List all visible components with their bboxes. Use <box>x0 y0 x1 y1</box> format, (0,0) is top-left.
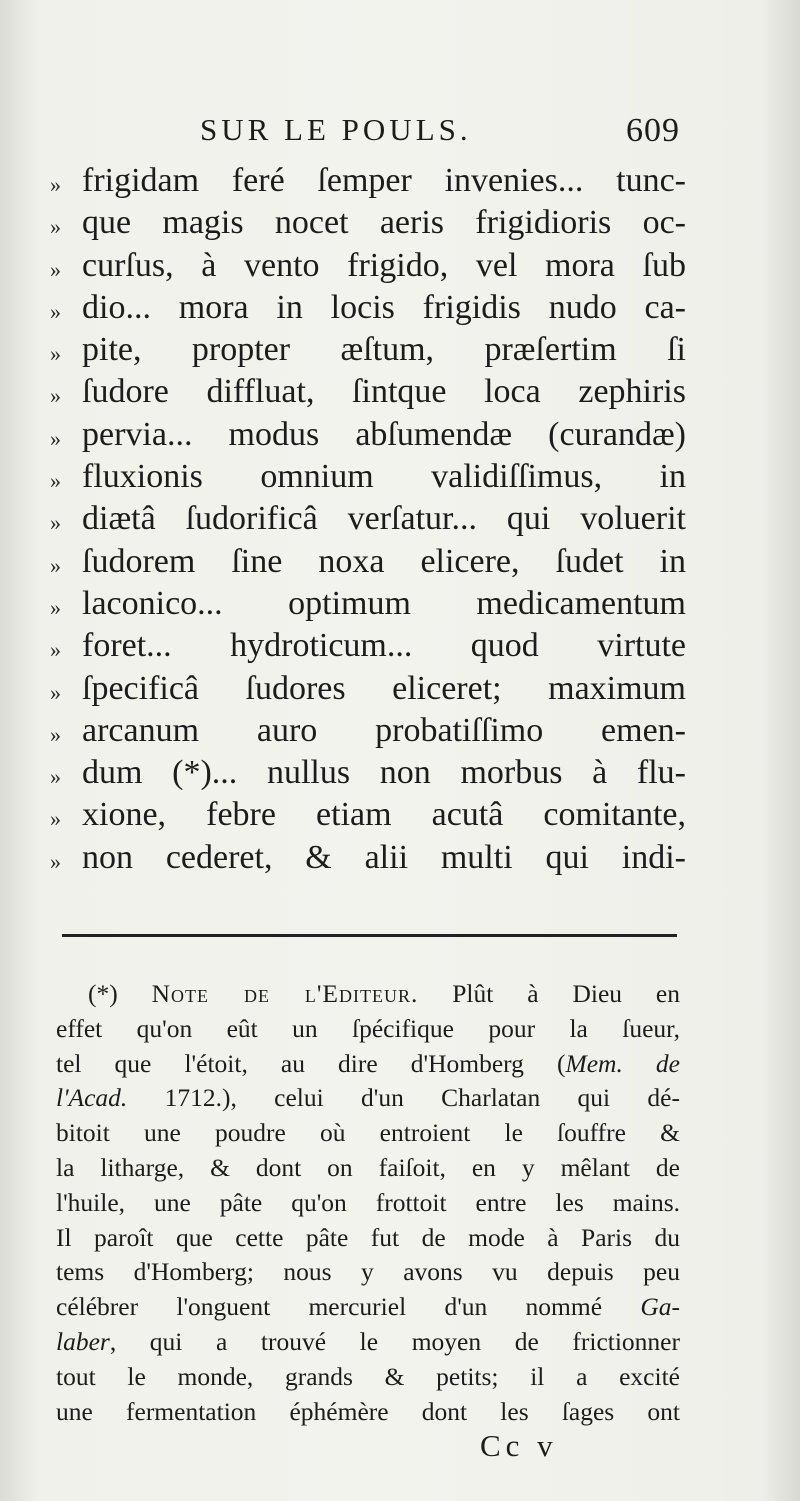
footnote-name: laber <box>56 1326 110 1356</box>
footnote-rule <box>62 934 677 937</box>
footnote-citation: l'Acad. <box>56 1083 128 1113</box>
quote-mark: » <box>50 468 61 494</box>
footnote-line: tout le monde, grands & petits; il a excité <box>56 1361 680 1391</box>
footnote-name: Ga- <box>640 1292 680 1322</box>
footnote-citation: Mem. de <box>565 1048 680 1078</box>
text-line <box>50 583 686 625</box>
line-text: xione, febre etiam acutâ comitante, <box>82 796 686 834</box>
text-line <box>50 414 686 456</box>
line-text: diætâ ſudorificâ verſatur... qui voluerit <box>82 500 686 538</box>
text-line <box>50 837 686 879</box>
footnote-line <box>56 1046 680 1081</box>
page-number: 609 <box>626 112 680 149</box>
text-line <box>50 498 686 540</box>
text-line <box>50 456 686 498</box>
text-line <box>50 625 686 667</box>
footnote-line <box>56 976 680 1011</box>
quote-mark: » <box>50 806 61 832</box>
running-head: SUR LE POULS. <box>200 112 472 147</box>
quote-mark: » <box>50 721 61 747</box>
line-text: que magis nocet aeris frigidioris oc- <box>82 204 686 242</box>
line-text: ſudorem ſine noxa elicere, ſudet in <box>82 542 686 580</box>
footnote-text: tel que l'étoit, au dire d'Homberg ( <box>56 1048 566 1078</box>
footnote-line <box>56 1289 680 1324</box>
quote-mark: » <box>50 425 61 451</box>
footnote-line: la litharge, & dont on faiſoit, en y mêlant de <box>56 1152 680 1182</box>
quote-mark: » <box>50 341 61 367</box>
text-line <box>50 245 686 287</box>
text-line <box>50 752 686 794</box>
line-text: pervia... modus abſumendæ (curandæ) <box>82 415 686 453</box>
line-text: arcanum auro probatiſſimo emen- <box>82 711 686 749</box>
quote-mark: » <box>50 552 61 578</box>
footnote-line: tems d'Homberg; nous y avons vu depuis peu <box>56 1257 680 1287</box>
footnote-line: l'huile, une pâte qu'on frottoit entre les mains. <box>56 1187 680 1217</box>
line-text: dum (*)... nullus non morbus à flu- <box>82 754 686 792</box>
footnote-text: Plût à Dieu en <box>418 979 680 1008</box>
signature-mark: Cc v <box>480 1428 558 1463</box>
footnote <box>56 976 680 1428</box>
quote-mark: » <box>50 172 61 197</box>
footnote-line <box>56 1080 680 1115</box>
line-text: dio... mora in locis frigidis nudo ca- <box>82 288 686 326</box>
text-line <box>50 710 686 752</box>
footnote-marker: (*) <box>88 979 118 1008</box>
footnote-text: célébrer l'onguent mercuriel d'un nommé <box>56 1292 641 1322</box>
line-text: laconico... optimum medicamentum <box>82 584 686 622</box>
footnote-label: Note de l'Editeur. <box>151 979 419 1008</box>
line-text: ſpecificâ ſudores eliceret; maximum <box>82 669 686 707</box>
page-header <box>200 112 690 156</box>
text-line <box>50 329 686 371</box>
text-line <box>50 202 686 244</box>
text-line <box>50 160 686 202</box>
quote-mark: » <box>50 298 61 324</box>
quote-mark: » <box>50 256 61 282</box>
footnote-text: , qui a trouvé le moyen de frictionner <box>109 1326 680 1356</box>
footnote-line: effet qu'on eût un ſpécifique pour la ſueur, <box>56 1013 680 1043</box>
text-line <box>50 287 686 329</box>
quote-mark: » <box>50 383 61 409</box>
quote-mark: » <box>50 637 61 663</box>
quote-mark: » <box>50 679 61 705</box>
footnote-text: 1712.), celui d'un Charlatan qui dé- <box>127 1083 680 1113</box>
text-line <box>50 371 686 413</box>
quote-mark: » <box>50 510 61 536</box>
main-text-block <box>50 160 686 879</box>
line-text: fluxionis omnium validiſſimus, in <box>82 458 686 496</box>
line-text: foret... hydroticum... quod virtute <box>82 627 686 665</box>
line-text: pite, propter æſtum, præſertim ſi <box>82 331 686 369</box>
line-text: ſudore diffluat, ſintque loca zephiris <box>82 373 686 411</box>
line-text: non cederet, & alii multi qui indi- <box>82 838 686 876</box>
footnote-line: bitoit une poudre où entroient le ſouffre & <box>56 1118 680 1148</box>
line-text: frigidam feré ſemper invenies... tunc- <box>82 162 686 199</box>
text-line <box>50 541 686 583</box>
footnote-line <box>56 1324 680 1359</box>
text-line <box>50 668 686 710</box>
quote-mark: » <box>50 594 61 620</box>
footnote-line: Il paroît que cette pâte fut de mode à Paris du <box>56 1222 680 1252</box>
text-line <box>50 794 686 836</box>
line-text: curſus, à vento frigido, vel mora ſub <box>82 246 686 284</box>
footnote-line: une fermentation éphémère dont les ſages ont <box>56 1396 680 1426</box>
quote-mark: » <box>50 848 61 874</box>
quote-mark: » <box>50 764 61 790</box>
quote-mark: » <box>50 214 61 240</box>
